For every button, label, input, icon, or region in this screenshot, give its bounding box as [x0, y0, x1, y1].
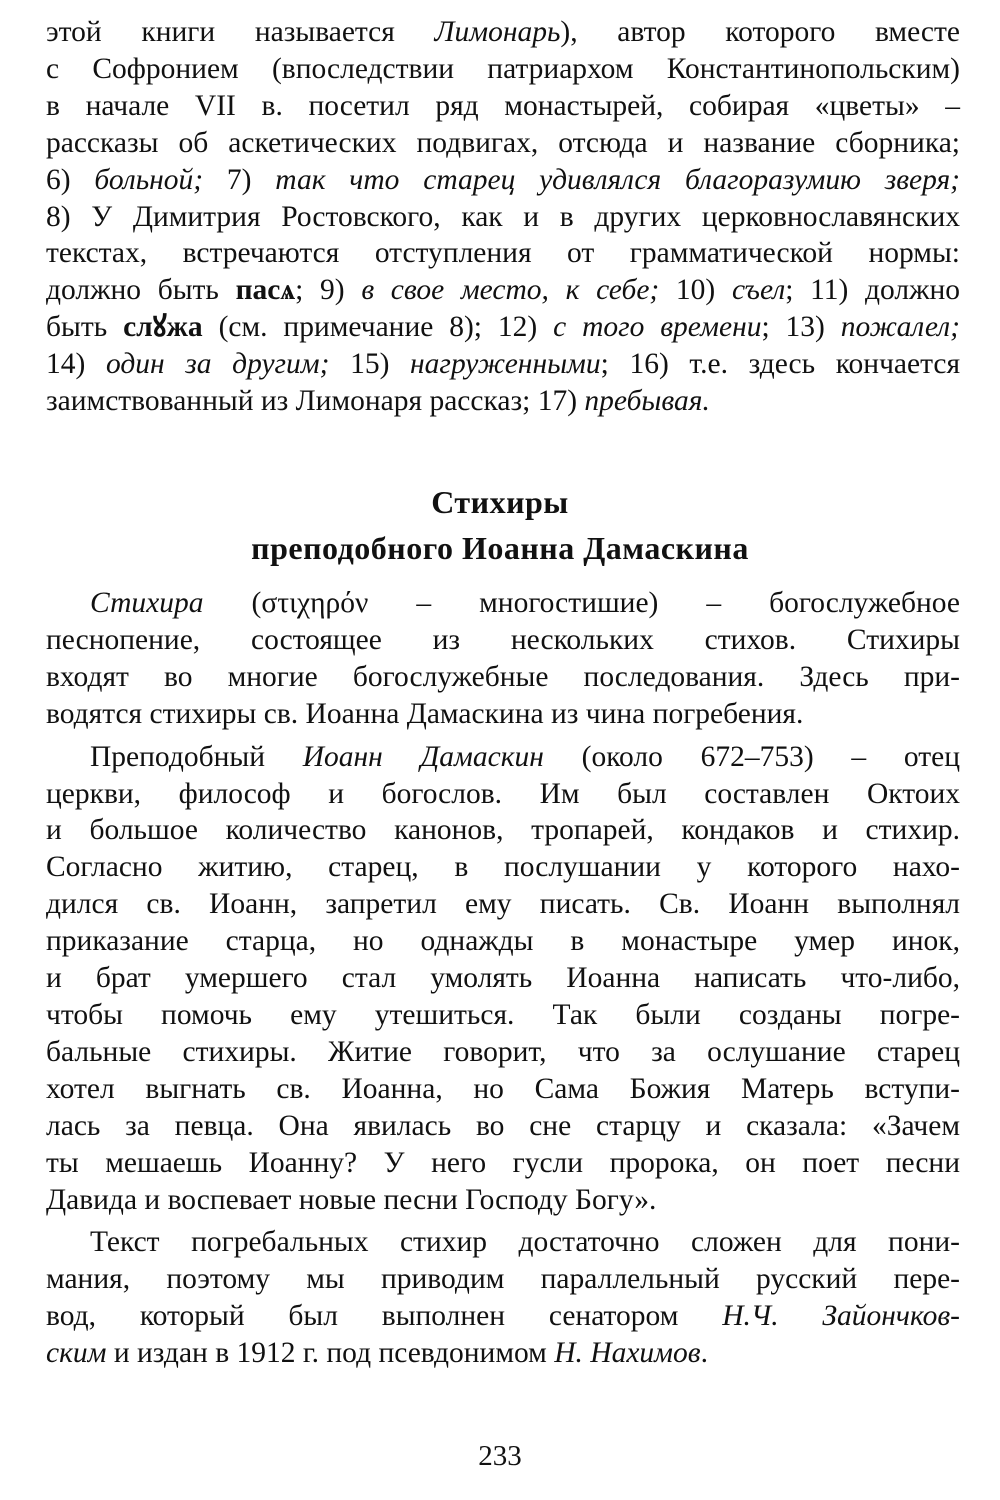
section-title-line-1: Стихиры — [431, 484, 569, 520]
paragraph-line: ским и издан в 1912 г. под псевдонимом Н. Нахимов. — [46, 1337, 708, 1370]
paragraph-line: церкви, философ и богослов. Им был составлен Октоих — [46, 777, 960, 810]
paragraph-line: хотел выгнать св. Иоанна, но Сама Божия Матерь вступи- — [46, 1072, 960, 1105]
footnote-line: 6) больной; 7) так что старец удивлялся благоразумию зверя; — [46, 163, 960, 196]
paragraph-line: приказание старца, но однажды в монастыре умер инок, — [46, 925, 960, 958]
paragraph-line: лась за певца. Она явилась во сне старцу и сказала: «Зачем — [46, 1109, 960, 1142]
paragraph-line: входят во многие богослужебные последования. Здесь при- — [46, 660, 960, 693]
paragraph-line: Согласно житию, старец, в послушании у которого нахо- — [46, 851, 960, 884]
paragraph-line: песнопение, состоящее из нескольких стихов. Стихиры — [46, 623, 960, 656]
paragraph-line: Текст погребальных стихир достаточно сложен для пони- — [90, 1226, 960, 1259]
footnote-line: заимствованный из Лимонаря рассказ; 17) пребывая. — [46, 385, 710, 418]
footnote-line: должно быть пасѧ; 9) в свое место, к себе; 10) съел; 11) должно — [46, 274, 960, 307]
paragraph-line: вод, который был выполнен сенатором Н.Ч. Зайончков- — [46, 1300, 961, 1333]
paragraph-line: чтобы помочь ему утешиться. Так были созданы погре- — [46, 998, 960, 1031]
footnote-line: 8) У Димитрия Ростовского, как и в других церковнославянских — [46, 200, 960, 233]
footnote-line: рассказы об аскетических подвигах, отсюда и название сборника; — [46, 126, 960, 159]
paragraph-line: Преподобный Иоанн Дамаскин (около 672–753) – отец — [90, 740, 960, 773]
paragraph-line: ты мешаешь Иоанну? У него гусли пророка, он поет песни — [46, 1146, 960, 1179]
paragraph-line: Давида и воспевает новые песни Господу Богу». — [46, 1183, 657, 1216]
footnote-line: этой книги называется Лимонарь), автор которого вместе — [46, 16, 960, 48]
paragraph-line: мания, поэтому мы приводим параллельный русский пере- — [46, 1263, 960, 1296]
paragraph-line: бальные стихиры. Житие говорит, что за ослушание старец — [46, 1035, 960, 1068]
paragraph-line: дился св. Иоанн, запретил ему писать. Св. Иоанн выполнял — [46, 888, 960, 921]
paragraph-line: и брат умершего стал умолять Иоанна написать что-либо, — [46, 962, 960, 995]
section-title-line-2: преподобного Иоанна Дамаскина — [251, 530, 749, 566]
paragraph-line: водятся стихиры св. Иоанна Дамаскина из чина погребения. — [46, 697, 804, 730]
footnotes-block — [46, 14, 960, 420]
paragraph-line: Стихира (στιχηρόν – многостишие) – богослужебное — [90, 587, 960, 619]
paragraph-line: и большое количество канонов, тропарей, кондаков и стихир. — [46, 814, 960, 847]
footnote-line: 14) один за другим; 15) нагруженными; 16) т.е. здесь кончается — [46, 348, 961, 381]
footnote-line: быть слꙋжа (см. примечание 8); 12) с того времени; 13) пожалел; — [46, 311, 960, 344]
section-body — [46, 585, 960, 1372]
page-number: 233 — [478, 1440, 522, 1472]
footnote-line: в начале VII в. посетил ряд монастырей, собирая «цветы» – — [46, 89, 960, 122]
footnote-line: текстах, встречаются отступления от грамматической нормы: — [46, 237, 960, 270]
footnote-line: с Софронием (впоследствии патриархом Константинопольским) — [46, 52, 960, 85]
